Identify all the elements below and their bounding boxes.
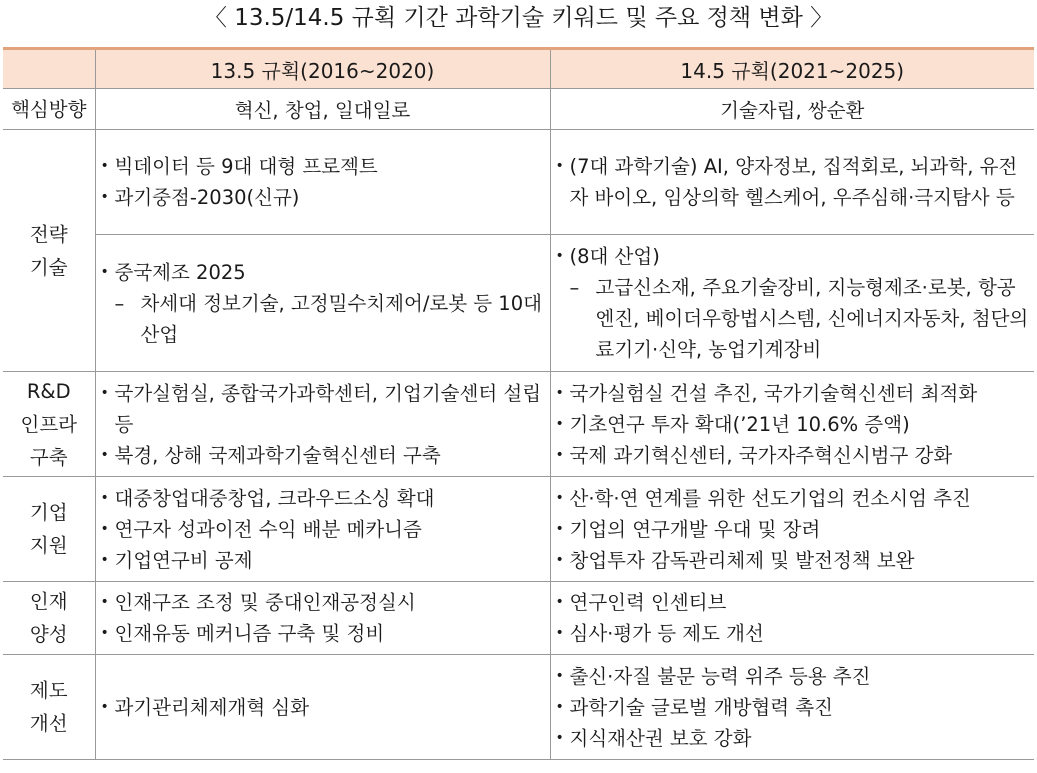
- list-item-text: 국가실험실, 종합국가과학센터, 기업기술센터 설립 등: [114, 381, 542, 436]
- strategy-13-5-a: [95, 130, 550, 235]
- list-item-text: 창업투자 감독관리체제 및 발전정책 보완: [569, 548, 915, 572]
- row-label-line: 인프라: [20, 412, 77, 436]
- bullet-icon: •: [100, 489, 109, 506]
- header-14-5-plan: 14.5 규획(2021~2025): [550, 49, 1034, 89]
- list-item-text: 과기중점-2030(신규): [114, 186, 300, 209]
- list-item: [556, 692, 1031, 723]
- list-item: [101, 587, 546, 618]
- row-label-strategy-tech: [3, 130, 95, 372]
- bullet-icon: •: [100, 594, 109, 610]
- list-item: [556, 545, 1031, 576]
- sub-list-item: [101, 288, 546, 350]
- list-item: [556, 151, 1031, 213]
- list-item: [101, 514, 546, 545]
- list-item: [101, 257, 546, 288]
- list-item: [101, 378, 546, 440]
- dash-icon: –: [114, 291, 125, 315]
- header-blank: [3, 49, 95, 89]
- list-item: [101, 692, 546, 723]
- bullet-icon: •: [555, 248, 564, 264]
- bullet-icon: •: [100, 520, 109, 537]
- list-item: [101, 545, 546, 576]
- bullet-icon: •: [100, 698, 109, 715]
- list-item: [556, 483, 1031, 514]
- row-label-rnd-infra: [3, 372, 95, 477]
- row-label-line: 기업: [29, 501, 68, 524]
- bullet-icon: •: [555, 551, 564, 568]
- bullet-icon: •: [555, 384, 564, 401]
- list-item-text: 심사·평가 등 제도 개선: [569, 622, 764, 645]
- list-item: [556, 409, 1031, 440]
- row-label-line: 지원: [29, 534, 68, 557]
- core-direction-13-5: 혁신, 창업, 일대일로: [95, 89, 550, 130]
- bullet-icon: •: [555, 594, 564, 610]
- list-item: [556, 241, 1031, 272]
- list-item-text: 인재구조 조정 및 중대인재공정실시: [114, 591, 416, 614]
- list-item-text: 국제 과기혁신센터, 국가자주혁신시범구 강화: [569, 443, 953, 467]
- bullet-icon: •: [555, 520, 564, 537]
- bullet-icon: •: [100, 446, 109, 463]
- biz-14-5: [550, 477, 1034, 582]
- list-item-text: 기초연구 투자 확대(’21년 10.6% 증액): [569, 412, 910, 436]
- list-item: [101, 440, 546, 471]
- rnd-14-5: [550, 372, 1034, 477]
- list-item: [556, 378, 1031, 409]
- list-item: [556, 514, 1031, 545]
- list-item: [101, 182, 546, 213]
- rnd-13-5: [95, 372, 550, 477]
- sub-list-item: [556, 272, 1031, 365]
- table-caption: 〈 13.5/14.5 규획 기간 과학기술 키워드 및 주요 정책 변화 〉: [203, 5, 834, 31]
- bullet-icon: •: [555, 625, 564, 641]
- list-item: [101, 483, 546, 514]
- bullet-icon: •: [555, 158, 564, 174]
- core-direction-14-5: 기술자립, 쌍순환: [550, 89, 1034, 130]
- list-item-text: (8대 산업): [569, 245, 660, 268]
- list-item-text: 기업의 연구개발 우대 및 장려: [569, 517, 821, 541]
- row-label-line: 기술: [29, 255, 68, 279]
- row-label-line: R&D: [26, 379, 71, 403]
- list-item: [556, 723, 1031, 754]
- biz-13-5: [95, 477, 550, 582]
- bullet-icon: •: [100, 551, 109, 568]
- row-label-line: 전략: [29, 222, 68, 246]
- talent-14-5: [550, 582, 1034, 655]
- sub-list-item-text: 차세대 정보기술, 고정밀수치제어/로봇 등 10대 산업: [140, 291, 542, 346]
- bullet-icon: •: [555, 415, 564, 432]
- list-item-text: 중국제조 2025: [114, 260, 246, 284]
- header-13-5-plan: 13.5 규획(2016~2020): [95, 49, 550, 89]
- list-item: [556, 618, 1031, 649]
- list-item: [101, 618, 546, 649]
- bullet-icon: •: [100, 625, 109, 641]
- dash-icon: –: [569, 276, 580, 299]
- row-label-line: 제도: [29, 679, 68, 702]
- list-item-text: 연구자 성과이전 수익 배분 메카니즘: [114, 517, 422, 541]
- list-item-text: 과기관리체제개혁 심화: [114, 695, 310, 719]
- bullet-icon: •: [555, 489, 564, 506]
- bullet-icon: •: [555, 729, 564, 746]
- bullet-icon: •: [100, 263, 109, 280]
- row-label-talent: [3, 582, 95, 655]
- list-item-text: 과학기술 글로벌 개방협력 촉진: [569, 695, 833, 719]
- row-label-core-direction: 핵심방향: [3, 89, 95, 130]
- bullet-icon: •: [555, 446, 564, 463]
- list-item-text: 빅데이터 등 9대 대형 프로젝트: [114, 155, 378, 178]
- system-14-5: [550, 655, 1034, 760]
- list-item: [556, 661, 1031, 692]
- row-label-line: 양성: [29, 623, 68, 646]
- row-label-business-support: [3, 477, 95, 582]
- system-13-5: [95, 655, 550, 760]
- list-item-text: 국가실험실 건설 추진, 국가기술혁신센터 최적화: [569, 381, 978, 405]
- list-item-text: 출신·자질 불문 능력 위주 등용 추진: [569, 664, 871, 688]
- list-item: [101, 151, 546, 182]
- list-item-text: (7대 과학기술) AI, 양자정보, 집적회로, 뇌과학, 유전자 바이오, 임상의학 헬스케어, 우주심해·극지탐사 등: [569, 155, 1018, 209]
- list-item-text: 북경, 상해 국제과학기술혁신센터 구축: [114, 443, 441, 467]
- list-item-text: 지식재산권 보호 강화: [569, 726, 752, 750]
- list-item-text: 연구인력 인센티브: [569, 591, 727, 614]
- sub-list-item-text: 고급신소재, 주요기술장비, 지능형제조·로봇, 항공엔진, 베이더우항법시스템, 신에너지자동차, 첨단의료기기·신약, 농업기계장비: [595, 276, 1029, 361]
- list-item-text: 인재유동 메커니즘 구축 및 정비: [114, 622, 385, 645]
- talent-13-5: [95, 582, 550, 655]
- bullet-icon: •: [100, 189, 109, 205]
- strategy-14-5-a: [550, 130, 1034, 235]
- bullet-icon: •: [100, 384, 109, 401]
- list-item: [556, 440, 1031, 471]
- policy-comparison-table: [3, 47, 1034, 760]
- row-label-line: 개선: [29, 712, 68, 735]
- list-item: [556, 587, 1031, 618]
- bullet-icon: •: [100, 158, 109, 174]
- strategy-13-5-b: [95, 235, 550, 372]
- bullet-icon: •: [555, 698, 564, 715]
- strategy-14-5-b: [550, 235, 1034, 372]
- list-item-text: 대중창업대중창업, 크라우드소싱 확대: [114, 486, 435, 510]
- row-label-line: 구축: [29, 445, 68, 469]
- row-label-line: 인재: [29, 590, 68, 613]
- list-item-text: 기업연구비 공제: [114, 548, 253, 572]
- list-item-text: 산·학·연 연계를 위한 선도기업의 컨소시엄 추진: [569, 486, 971, 510]
- row-label-system-reform: [3, 655, 95, 760]
- bullet-icon: •: [555, 667, 564, 684]
